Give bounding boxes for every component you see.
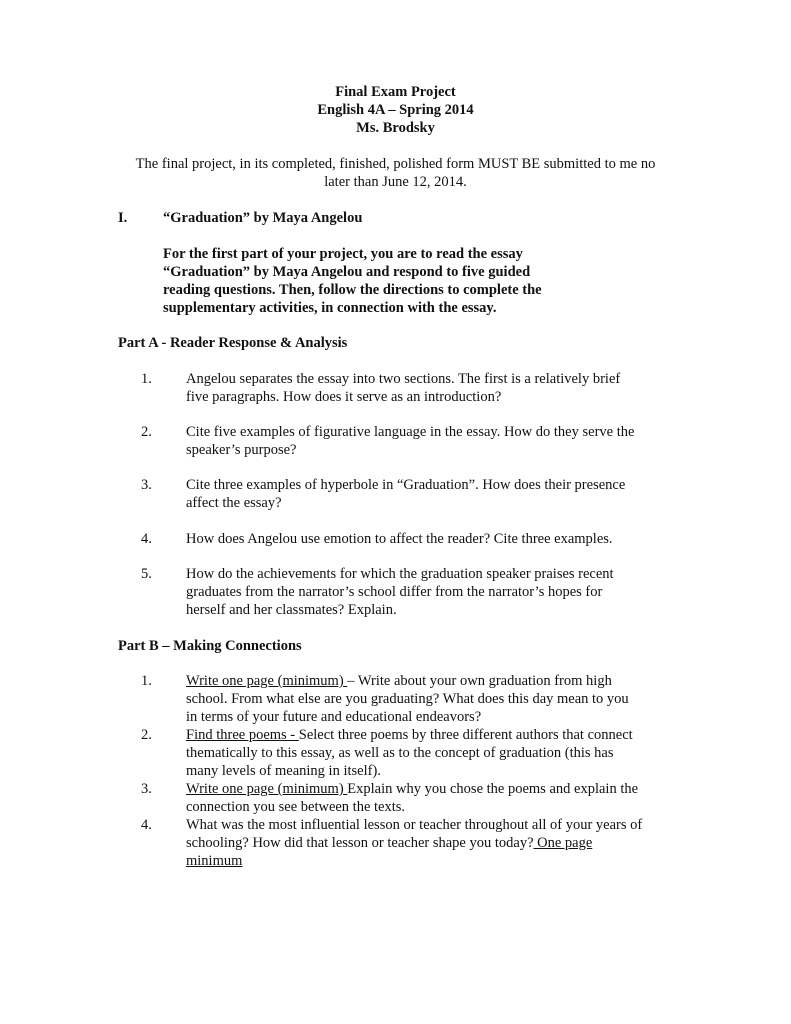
task-line: school. From what else are you graduating? What does this day mean to you bbox=[186, 691, 629, 707]
question-line: affect the essay? bbox=[186, 495, 282, 511]
directions-line: “Graduation” by Maya Angelou and respond to five guided bbox=[163, 264, 531, 280]
section-numeral: I. bbox=[118, 210, 128, 226]
question-text bbox=[186, 565, 706, 619]
section-heading: “Graduation” by Maya Angelou bbox=[163, 210, 363, 226]
teacher-line: Ms. Brodsky bbox=[356, 120, 435, 136]
question-number: 5. bbox=[141, 566, 152, 582]
task-label: minimum bbox=[186, 853, 243, 869]
task-text bbox=[186, 726, 706, 780]
task-line: thematically to this essay, as well as to the concept of graduation (this has bbox=[186, 745, 614, 761]
task-line: Explain why you chose the poems and explain the bbox=[347, 781, 639, 797]
task-line: schooling? How did that lesson or teacher shape you today? bbox=[186, 835, 534, 851]
task-label: Find three poems - bbox=[186, 727, 299, 743]
question-text bbox=[186, 423, 706, 459]
section-directions bbox=[163, 245, 723, 317]
question-line: Angelou separates the essay into two sections. The first is a relatively brief bbox=[186, 371, 621, 387]
question-line: graduates from the narrator’s school differ from the narrator’s hopes for bbox=[186, 584, 603, 600]
task-text bbox=[186, 780, 706, 816]
intro-line-1: The final project, in its completed, finished, polished form MUST BE submitted to me no bbox=[135, 156, 656, 172]
task-line: connection you see between the texts. bbox=[186, 799, 406, 815]
part-b-heading: Part B – Making Connections bbox=[118, 638, 302, 654]
task-line: in terms of your future and educational endeavors? bbox=[186, 709, 482, 725]
question-line: Cite three examples of hyperbole in “Graduation”. How does their presence bbox=[186, 477, 626, 493]
question-line: Cite five examples of figurative language in the essay. How do they serve the bbox=[186, 424, 635, 440]
question-line: herself and her classmates? Explain. bbox=[186, 602, 397, 618]
task-number: 1. bbox=[141, 673, 152, 689]
task-line: – Write about your own graduation from high bbox=[347, 673, 612, 689]
question-number: 2. bbox=[141, 424, 152, 440]
task-label: Write one page (minimum) bbox=[186, 781, 348, 797]
task-line: many levels of meaning in itself). bbox=[186, 763, 381, 779]
task-number: 2. bbox=[141, 727, 152, 743]
directions-line: For the first part of your project, you are to read the essay bbox=[163, 246, 523, 262]
question-text bbox=[186, 370, 706, 406]
question-number: 3. bbox=[141, 477, 152, 493]
course-line: English 4A – Spring 2014 bbox=[317, 102, 474, 118]
task-number: 4. bbox=[141, 817, 152, 833]
task-label: Write one page (minimum) bbox=[186, 673, 348, 689]
question-text bbox=[186, 476, 706, 512]
part-a-heading: Part A - Reader Response & Analysis bbox=[118, 335, 348, 351]
directions-line: reading questions. Then, follow the directions to complete the bbox=[163, 282, 542, 298]
question-line: speaker’s purpose? bbox=[186, 442, 297, 458]
question-number: 4. bbox=[141, 531, 152, 547]
task-label: One page bbox=[533, 835, 593, 851]
directions-line: supplementary activities, in connection with the essay. bbox=[163, 300, 497, 316]
task-text bbox=[186, 672, 706, 726]
task-line: Select three poems by three different authors that connect bbox=[298, 727, 633, 743]
intro-line-2: later than June 12, 2014. bbox=[324, 174, 467, 190]
question-text bbox=[186, 530, 706, 548]
question-line: five paragraphs. How does it serve as an introduction? bbox=[186, 389, 502, 405]
task-text bbox=[186, 816, 706, 870]
question-number: 1. bbox=[141, 371, 152, 387]
document-title: Final Exam Project bbox=[335, 84, 456, 100]
question-line: How do the achievements for which the graduation speaker praises recent bbox=[186, 566, 614, 582]
task-number: 3. bbox=[141, 781, 152, 797]
task-line: What was the most influential lesson or teacher throughout all of your years of bbox=[186, 817, 643, 833]
question-line: How does Angelou use emotion to affect the reader? Cite three examples. bbox=[186, 531, 613, 547]
